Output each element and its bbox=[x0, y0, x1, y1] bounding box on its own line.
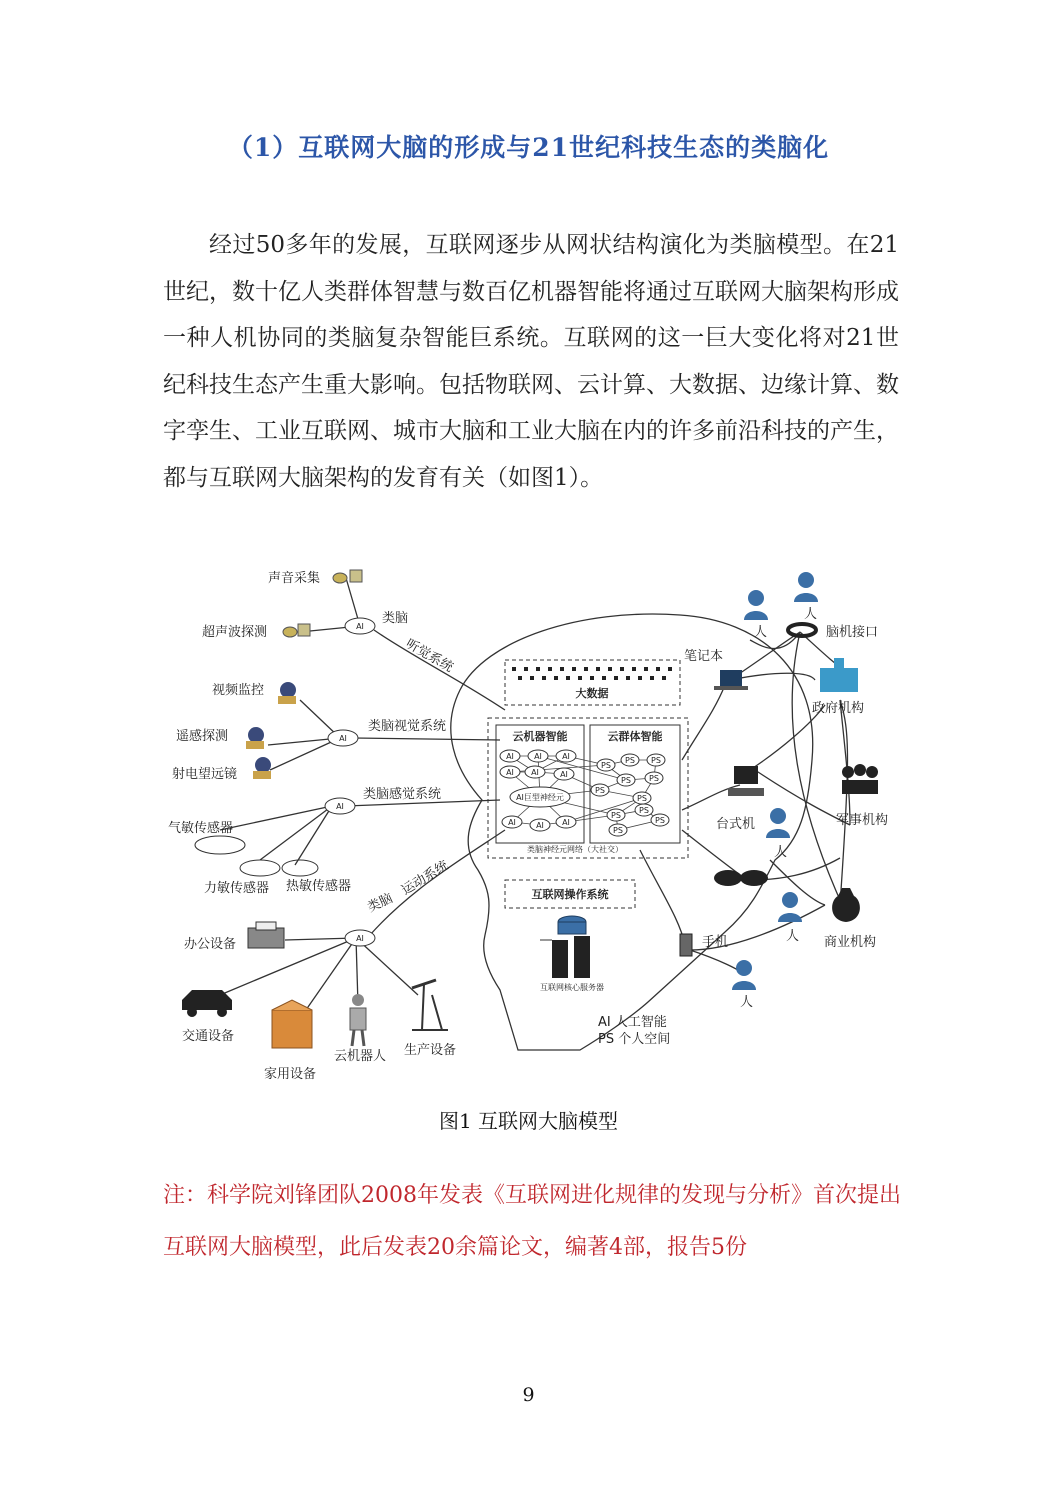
force-sensor-label: 力敏传感器 bbox=[204, 881, 270, 896]
person-icon bbox=[778, 892, 802, 922]
person-icon bbox=[794, 572, 818, 602]
robot-icon bbox=[350, 994, 366, 1046]
motor-system-label-a: 类脑 bbox=[365, 891, 396, 916]
ultrasonic-icon bbox=[283, 624, 310, 637]
vr-glasses-icon bbox=[714, 870, 768, 886]
desktop-icon bbox=[728, 766, 764, 796]
sound-capture-label: 声音采集 bbox=[268, 571, 321, 586]
person-label: 人 bbox=[786, 929, 800, 944]
ps-node-label: PS bbox=[625, 756, 635, 765]
right-links bbox=[640, 632, 850, 975]
government-label: 政府机构 bbox=[812, 701, 865, 716]
body-text bbox=[163, 222, 899, 501]
gas-sensor-label: 气敏传感器 bbox=[168, 821, 234, 836]
laptop-icon bbox=[714, 670, 748, 690]
ps-node-label: PS bbox=[595, 786, 605, 795]
person-label: 人 bbox=[740, 995, 754, 1010]
military-label: 军事机构 bbox=[836, 813, 889, 828]
ai-node-label: AI bbox=[506, 768, 514, 777]
traffic-equipment-label: 交通设备 bbox=[182, 1029, 235, 1044]
force-sensor-icon bbox=[240, 860, 280, 876]
figure-caption: 图1 互联网大脑模型 bbox=[438, 1109, 619, 1133]
ai-node-label: AI bbox=[356, 934, 364, 943]
government-building-icon bbox=[820, 658, 858, 692]
ai-node-label: AI bbox=[562, 818, 570, 827]
ps-node-label: PS bbox=[611, 811, 621, 820]
internet-brain-diagram bbox=[160, 560, 905, 1095]
legend-ai: AI 人工智能 bbox=[598, 1015, 667, 1030]
notebook-label: 笔记本 bbox=[684, 649, 724, 664]
ps-node-label: PS bbox=[637, 794, 647, 803]
production-equipment-label: 生产设备 bbox=[404, 1043, 457, 1058]
ps-node-label: PS bbox=[601, 761, 611, 770]
left-links bbox=[220, 578, 505, 1030]
telescope-icon bbox=[253, 757, 271, 779]
ps-node-label: PS bbox=[639, 806, 649, 815]
person-label: 人 bbox=[754, 625, 768, 640]
body-paragraph: 经过50多年的发展，互联网逐步从网状结构演化为类脑模型。在21世纪，数十亿人类群体智慧与数百亿机器智能将通过互联网大脑架构形成一种人机协同的类脑复杂智能巨系统。互联网的这一巨大变化将对21世纪科技生态产生重大影响。包括物联网、云计算、大数据、边缘计算、数字孪生、工业互联网、城市大脑和工业大脑在内的许多前沿科技的产生，都与互联网大脑架构的发育有关（如图1）。 bbox=[163, 232, 899, 491]
office-equipment-label: 办公设备 bbox=[184, 937, 237, 952]
page-number: 9 bbox=[522, 1384, 535, 1406]
ps-node-label: PS bbox=[649, 774, 659, 783]
ps-node-label: PS bbox=[651, 756, 661, 765]
car-icon bbox=[182, 990, 232, 1017]
ai-node-label: AI bbox=[560, 770, 568, 779]
desktop-label: 台式机 bbox=[716, 817, 756, 832]
big-data-label: 大数据 bbox=[575, 687, 609, 700]
os-label: 互联网操作系统 bbox=[531, 888, 609, 901]
ai-node-label: AI bbox=[339, 734, 347, 743]
thermal-sensor-label: 热敏传感器 bbox=[286, 879, 352, 894]
satellite-icon bbox=[246, 727, 264, 749]
person-icon bbox=[766, 808, 790, 838]
motor-system-label-b: 运动系统 bbox=[399, 858, 452, 899]
sensory-system-label: 类脑感觉系统 bbox=[363, 787, 442, 802]
ai-node-label: AI bbox=[506, 752, 514, 761]
video-monitor-label: 视频监控 bbox=[212, 683, 265, 698]
phone-icon bbox=[680, 934, 692, 956]
phone-label: 手机 bbox=[702, 935, 729, 950]
giant-neuron-label: AI巨型神经元 bbox=[516, 793, 564, 802]
ps-node-label: PS bbox=[621, 776, 631, 785]
big-data-dots bbox=[512, 667, 672, 680]
core-server-label: 互联网核心服务器 bbox=[540, 983, 604, 992]
ultrasonic-label: 超声波探测 bbox=[202, 625, 268, 640]
person-icon bbox=[732, 960, 756, 990]
section-heading: （1）互联网大脑的形成与21世纪科技生态的类脑化 bbox=[227, 133, 830, 162]
cloud-group-label: 云群体智能 bbox=[607, 730, 663, 743]
ps-node-label: PS bbox=[613, 826, 623, 835]
radio-telescope-label: 射电望远镜 bbox=[172, 767, 238, 782]
thermal-sensor-icon bbox=[282, 860, 318, 876]
cloud-robot-label: 云机器人 bbox=[334, 1049, 387, 1064]
auditory-system-label-b: 听觉系统 bbox=[403, 636, 456, 676]
cloud-machine-label: 云机器智能 bbox=[512, 730, 568, 743]
person-label: 人 bbox=[804, 607, 818, 622]
remote-sensing-label: 遥感探测 bbox=[176, 729, 229, 744]
ai-node-label: AI bbox=[531, 768, 539, 777]
printer-icon bbox=[248, 922, 284, 948]
ai-node-label: AI bbox=[508, 818, 516, 827]
core-server-icon bbox=[540, 916, 590, 978]
ai-node-label: AI bbox=[356, 622, 364, 631]
person-label: 人 bbox=[774, 845, 788, 860]
ai-node-label: AI bbox=[536, 821, 544, 830]
ps-node-label: PS bbox=[655, 816, 665, 825]
oil-pump-icon bbox=[412, 980, 448, 1030]
visual-system-label: 类脑视觉系统 bbox=[368, 719, 447, 734]
bci-headset-icon bbox=[788, 624, 816, 636]
auditory-system-label-a: 类脑 bbox=[382, 611, 409, 626]
household-box-icon bbox=[272, 1000, 312, 1048]
household-equipment-label: 家用设备 bbox=[264, 1067, 317, 1082]
person-icon bbox=[744, 590, 768, 620]
neural-network-label: 类脑神经元网络（大社交） bbox=[527, 845, 623, 854]
red-note: 注：科学院刘锋团队2008年发表《互联网进化规律的发现与分析》首次提出互联网大脑模型，此后发表20余篇论文，编著4部，报告5份 bbox=[163, 1183, 901, 1260]
internet-brain-figure bbox=[160, 560, 905, 1095]
left-hubs bbox=[325, 618, 375, 946]
ai-node-label: AI bbox=[336, 802, 344, 811]
bci-label: 脑机接口 bbox=[826, 625, 879, 640]
legend-ps: PS 个人空间 bbox=[598, 1032, 671, 1047]
gas-sensor-icon bbox=[195, 836, 245, 854]
business-label: 商业机构 bbox=[824, 935, 877, 950]
left-hub-labels bbox=[336, 622, 364, 943]
ai-node-label: AI bbox=[562, 752, 570, 761]
camera-icon bbox=[278, 682, 296, 704]
ai-node-label: AI bbox=[534, 752, 542, 761]
